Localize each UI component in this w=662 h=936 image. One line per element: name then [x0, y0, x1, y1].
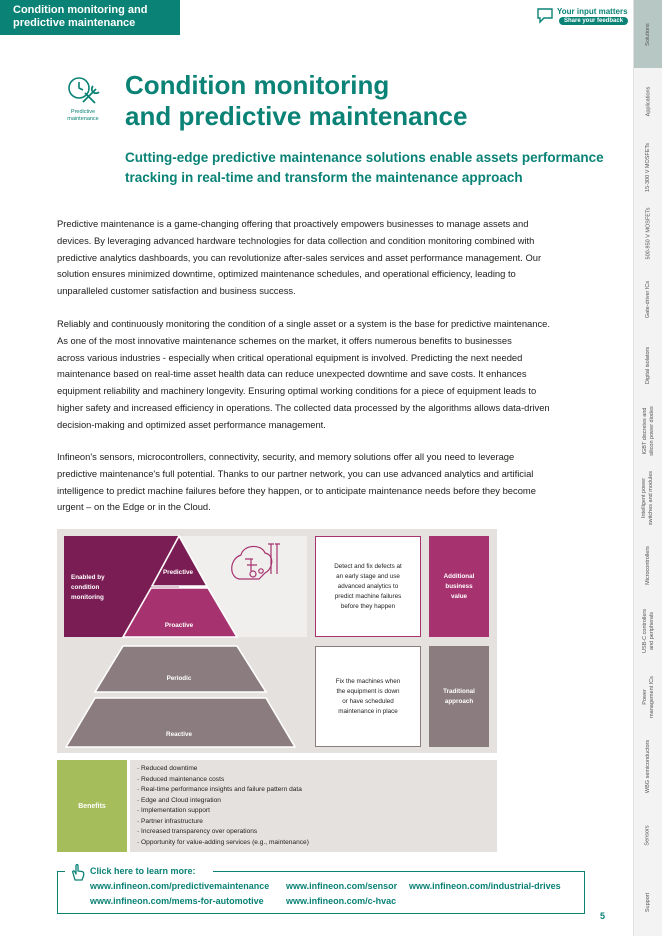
text-line: Predictive maintenance is a game-changing offering that proactively empowers businesses to manage assets and: [57, 218, 529, 229]
sidebar-item-label: [645, 86, 652, 116]
text-line: urgent – on the Edge or in the Cloud.: [57, 501, 211, 513]
title-line: Condition monitoring: [125, 70, 390, 100]
icon-caption: [60, 109, 106, 123]
text-line: predictive maintenance's full potential. Thanks to our partner network, you can use advanced analytics and artificial: [57, 467, 534, 479]
frame-line: [57, 871, 65, 872]
sidebar-item-label: [642, 676, 656, 718]
sidebar-nav: [633, 0, 662, 936]
sidebar-item-label: [642, 471, 656, 525]
text-line: higher safety and increased efficiency in operations. The collected data processed by the algorithms allows data-driven: [57, 401, 550, 413]
sidebar-label-line: Applications: [645, 86, 652, 116]
sidebar-item-label: [645, 280, 652, 317]
sidebar-item-gate-driver-ics[interactable]: [634, 266, 662, 332]
sidebar-label-line: IGBT discretes and: [641, 407, 648, 455]
icon-caption-line: Predictive: [70, 109, 96, 115]
desc-line: maintenance in place: [338, 707, 398, 715]
sidebar-item-power-management-ics[interactable]: [634, 664, 662, 730]
feedback-title: Your input matters: [557, 7, 628, 16]
desc-line: predict machine failures: [334, 592, 402, 600]
list-item: - Real-time performance insights and failure pattern data: [137, 785, 497, 796]
sidebar-label-line: Support: [644, 892, 651, 912]
list-item: - Reduced maintenance costs: [137, 775, 497, 786]
benefits-panel: [57, 760, 497, 852]
section-tab[interactable]: [0, 0, 180, 35]
list-item: - Opportunity for value-adding services (e.g., maintenance): [137, 838, 497, 849]
sidebar-label-line: switches and modules: [648, 470, 655, 526]
sidebar-label-line: management ICs: [648, 676, 655, 718]
sidebar-item-support[interactable]: [634, 868, 662, 936]
value-line: Traditional: [443, 687, 475, 695]
page-number: 5: [600, 911, 606, 921]
link-c-hvac[interactable]: www.infineon.com/c-hvac: [286, 896, 397, 906]
sidebar-item-500-950v-mosfets[interactable]: [634, 200, 662, 266]
desc-line: Fix the machines when: [335, 677, 401, 685]
sidebar-item-label: [645, 143, 652, 192]
text-line: maintenance based on real-time asset health data can reduce unexpected downtime and save costs. It enhances: [57, 368, 527, 380]
sidebar-label-line: 500-950 V MOSFETs: [645, 207, 651, 259]
section-tab-line: predictive maintenance: [13, 17, 136, 29]
lower-description-box: [315, 646, 421, 747]
sidebar-label-line: and peripherals: [648, 612, 655, 650]
learn-more-title: Click here to learn more:: [90, 866, 196, 876]
list-item: - Implementation support: [137, 806, 497, 817]
sidebar-label-line: 15-300 V MOSFETs: [645, 142, 652, 192]
sidebar-item-label: [642, 609, 656, 653]
chat-bubble-icon: [537, 8, 555, 24]
sidebar-label-line: silicon power diodes: [648, 406, 655, 456]
desc-line: before they happen: [340, 602, 396, 610]
sidebar-label-line: Gate-driver ICs: [645, 280, 652, 318]
sidebar-item-usb-c-controllers[interactable]: [634, 598, 662, 664]
list-item: - Increased transparency over operations: [137, 827, 497, 838]
benefits-label: Benefits: [57, 760, 127, 852]
upper-description-box: [315, 536, 421, 637]
feedback-widget[interactable]: [537, 7, 627, 29]
sidebar-item-label: [642, 406, 656, 456]
text-line: solution ensures minimized downtime, optimized maintenance schedules, and operational efficiency, leading to: [57, 268, 516, 280]
value-line: value: [450, 592, 468, 600]
value-line: approach: [444, 697, 474, 705]
text-line: Reliably and continuously monitoring the condition of a single asset or a system is the base for predictive maintenance.: [57, 318, 550, 329]
feedback-button[interactable]: Share your feedback: [559, 17, 628, 25]
sidebar-label-line: Power: [641, 689, 648, 705]
text-line: devices. By leveraging advanced hardware technologies for data collection and condition monitoring combined with: [57, 234, 535, 246]
sidebar-label-line: Intelligent power: [641, 477, 648, 519]
sidebar-item-label: [645, 346, 652, 383]
sidebar-item-applications[interactable]: [634, 68, 662, 134]
text-line: decision-making and optimized asset performance management.: [57, 418, 326, 430]
benefits-list: [130, 760, 497, 852]
traditional-approach-box: [429, 646, 489, 747]
clock-wrench-icon: [66, 75, 100, 105]
sidebar-item-label: [645, 825, 652, 845]
text-line: predictive analytics dashboards, you can revolutionize after-sales services and asset performance management. Our: [57, 251, 542, 263]
intro-paragraph: [57, 216, 612, 300]
value-line: Additional: [443, 572, 475, 580]
text-line: across various industries - especially when critical operational equipment is involved. Predicting the next needed: [57, 351, 523, 363]
sidebar-label-line: Digital isolators: [645, 346, 652, 384]
sidebar-item-label: [645, 23, 652, 46]
page-title: [125, 70, 545, 132]
text-line: Infineon's sensors, microcontrollers, connectivity, security, and memory solutions offer all you need to leverage: [57, 451, 515, 462]
list-item: - Reduced downtime: [137, 764, 497, 775]
text-line: equipment reliability and machinery longevity. Ensuring optimal working conditions for a piece of equipment leads to: [57, 385, 537, 397]
sidebar-label-line: Solutions: [644, 22, 651, 46]
additional-value-box: [429, 536, 489, 637]
link-mems-for-automotive[interactable]: www.infineon.com/mems-for-automotive: [90, 896, 264, 906]
learn-more-box: [57, 871, 585, 914]
sidebar-item-sensors[interactable]: [634, 802, 662, 868]
sidebar-label-line: Sensors: [645, 824, 651, 846]
label-line: Enabled by: [71, 574, 105, 581]
monitoring-paragraph: [57, 316, 612, 434]
link-industrial-drives[interactable]: www.infineon.com/industrial-drives: [409, 881, 561, 891]
text-line: intelligence to predict machine failures before they happen, or to anticipate maintenance needs before they become: [57, 484, 536, 496]
sidebar-item-wbg-semiconductors[interactable]: [634, 730, 662, 802]
tier-label-reactive: Reactive: [166, 731, 192, 738]
tier-label-periodic: Periodic: [166, 675, 192, 682]
sidebar-item-label: [645, 892, 652, 911]
pointing-hand-icon: [70, 863, 86, 881]
sidebar-item-microcontrollers[interactable]: [634, 532, 662, 598]
text-line: As one of the most innovative maintenance schemes on the market, it offers numerous benefits to businesses: [57, 334, 512, 346]
sidebar-label-line: USB-C controllers: [641, 608, 648, 654]
desc-line: Detect and fix defects at: [334, 562, 402, 570]
desc-line: an early stage and use: [336, 572, 400, 580]
periodic-tier: [95, 646, 266, 692]
page-subtitle: [125, 148, 605, 188]
label-line: condition: [71, 584, 100, 591]
subtitle-line: Cutting-edge predictive maintenance solutions enable assets performance: [125, 150, 604, 165]
sidebar-item-label: [645, 739, 652, 792]
predictive-maintenance-badge: [60, 75, 106, 123]
solutions-paragraph: [57, 449, 612, 516]
maintenance-pyramid-diagram: [57, 529, 497, 753]
sidebar-label-line: Microcontrollers: [645, 545, 652, 585]
list-item: - Partner infrastructure: [137, 817, 497, 828]
tier-label-predictive: Predictive: [162, 569, 194, 576]
sidebar-item-intelligent-power-switches[interactable]: [634, 464, 662, 532]
desc-line: advanced analytics to: [337, 582, 399, 590]
tier-label-proactive: Proactive: [164, 622, 194, 629]
sidebar-item-igbt-discretes[interactable]: [634, 398, 662, 464]
list-item: - Edge and Cloud integration: [137, 796, 497, 807]
sidebar-item-digital-isolators[interactable]: [634, 332, 662, 398]
sidebar-item-label: [645, 207, 652, 259]
value-line: business: [445, 582, 473, 590]
desc-line: the equipment is down: [336, 687, 400, 695]
icon-caption-line: maintenance: [67, 116, 99, 122]
link-predictive-maintenance[interactable]: www.infineon.com/predictivemaintenance: [90, 881, 270, 891]
link-sensor[interactable]: www.infineon.com/sensor: [286, 881, 398, 891]
section-tab-line: Condition monitoring and: [13, 4, 148, 16]
label-line: monitoring: [71, 594, 104, 601]
text-line: unparalleled customer satisfaction and business success.: [57, 285, 296, 297]
enabled-by-monitoring-label: [71, 573, 131, 603]
desc-line: or have scheduled: [342, 697, 394, 705]
sidebar-label-line: WBG semiconductors: [645, 739, 651, 793]
frame-line: [213, 871, 585, 872]
sidebar-item-15-300v-mosfets[interactable]: [634, 134, 662, 200]
subtitle-line: tracking in real-time and transform the maintenance approach: [125, 170, 523, 185]
title-line: and predictive maintenance: [125, 101, 468, 131]
sidebar-item-solutions[interactable]: [634, 0, 662, 68]
sidebar-item-label: [645, 546, 652, 585]
